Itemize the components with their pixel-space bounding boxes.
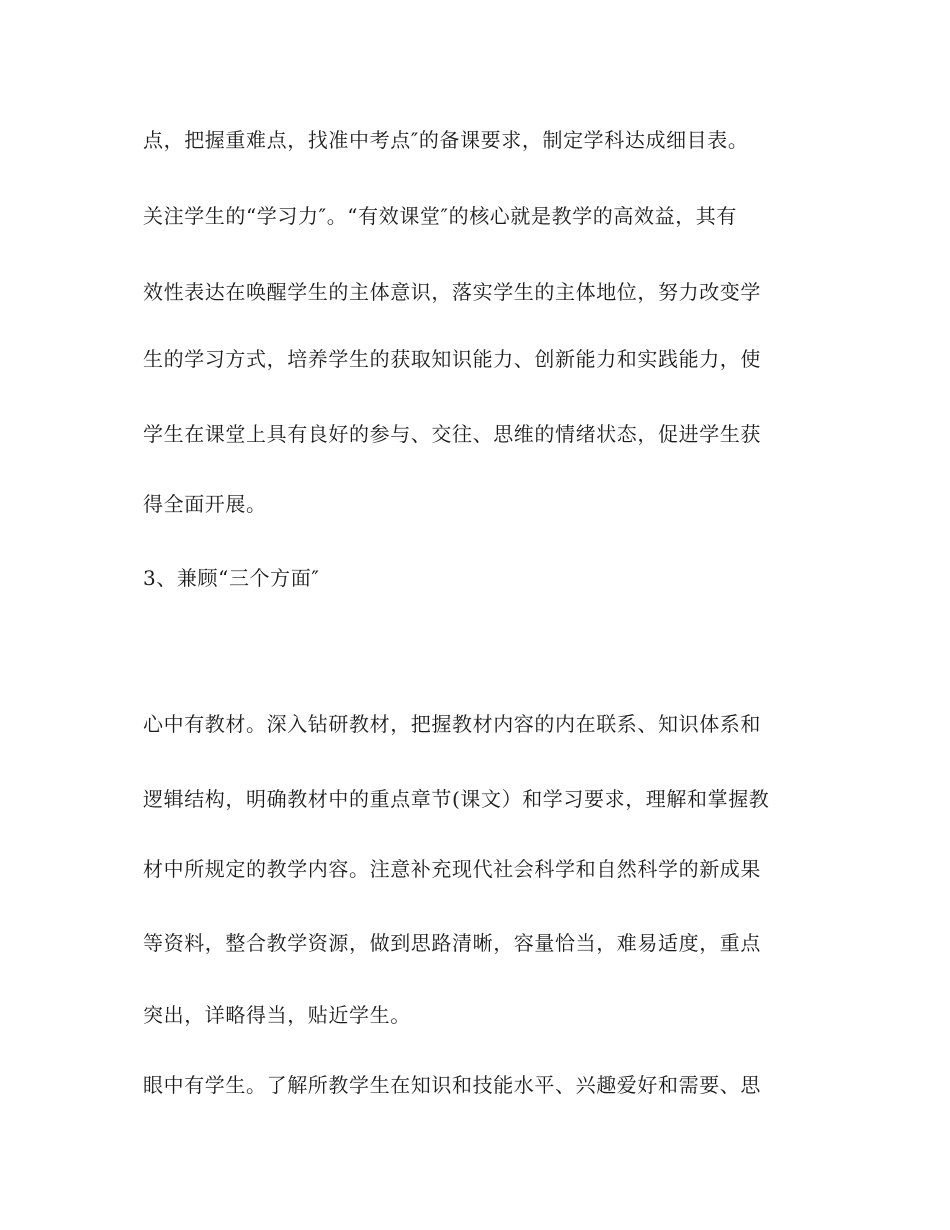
- text-line: 逻辑结构，明确教材中的重点章节(课文）和学习要求，理解和掌握教: [143, 787, 770, 811]
- text-line: 关注学生的“学习力″。“有效课堂″的核心就是教学的高效益，其有: [143, 204, 737, 228]
- section-heading: 3、兼顾“三个方面″: [143, 566, 320, 590]
- text-line: 等资料，整合教学资源，做到思路清晰，容量恰当，难易适度，重点: [143, 931, 761, 955]
- text-line: 学生在课堂上具有良好的参与、交往、思维的情绪状态，促进学生获: [143, 422, 761, 446]
- text-line: 心中有教材。深入钻研教材，把握教材内容的内在联系、知识体系和: [143, 712, 761, 736]
- text-line: 点，把握重难点，找准中考点″的备课要求，制定学科达成细目表。: [143, 128, 749, 152]
- text-line: 材中所规定的教学内容。注意补充现代社会科学和自然科学的新成果: [143, 857, 761, 881]
- text-line: 眼中有学生。了解所教学生在知识和技能水平、兴趣爱好和需要、思: [143, 1073, 761, 1097]
- text-line: 突出，详略得当，贴近学生。: [143, 1003, 411, 1027]
- text-line: 效性表达在唤醒学生的主体意识，落实学生的主体地位，努力改变学: [143, 280, 761, 304]
- text-line: 生的学习方式，培养学生的获取知识能力、创新能力和实践能力，使: [143, 347, 761, 371]
- text-line: 得全面开展。: [143, 492, 267, 516]
